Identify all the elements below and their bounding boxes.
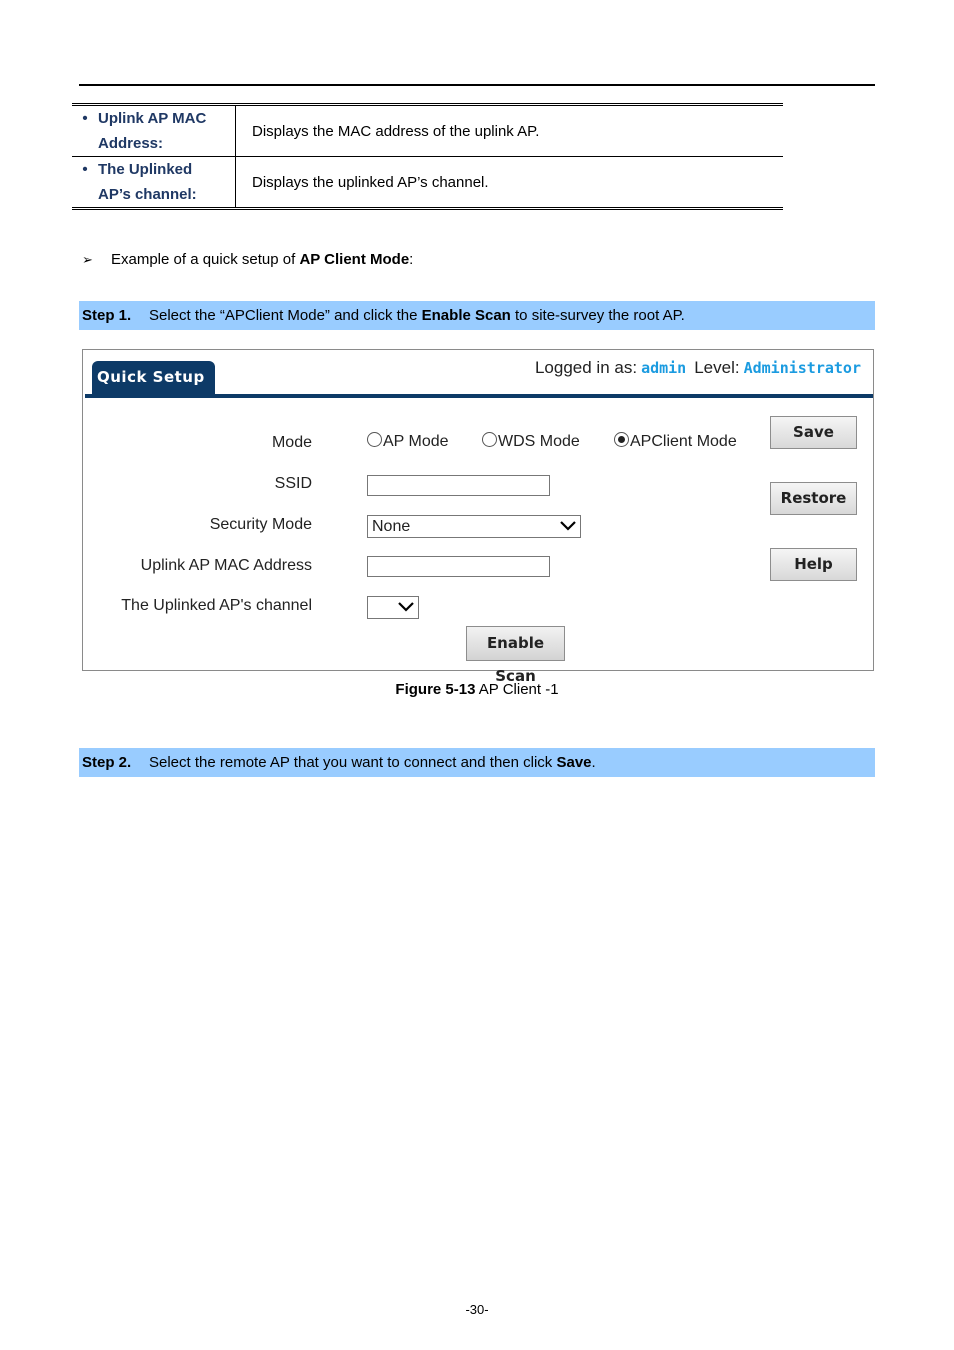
chevron-down-icon — [398, 597, 414, 612]
step-suffix: . — [591, 754, 596, 771]
radio-label: WDS Mode — [498, 433, 580, 450]
tab-quick-setup[interactable]: Quick Setup — [92, 361, 215, 395]
enable-scan-button[interactable]: Enable Scan — [466, 626, 565, 661]
ap-mode-radio[interactable] — [367, 432, 449, 451]
caption-label: Figure 5-13 — [395, 681, 476, 698]
table-row — [72, 157, 783, 209]
security-value: None — [372, 518, 411, 535]
example-suffix: : — [409, 251, 414, 268]
bullet-icon: • — [82, 110, 88, 127]
term-cell — [72, 157, 236, 209]
radio-icon — [482, 432, 497, 447]
definition-table — [72, 103, 783, 210]
step-number: Step 2. — [82, 754, 132, 771]
mode-label: Mode — [271, 434, 312, 451]
description-cell: Displays the uplinked AP’s channel. — [236, 157, 784, 209]
table-row — [72, 105, 783, 157]
mac-address-input[interactable] — [367, 556, 550, 577]
mac-address-label: Uplink AP MAC Address — [140, 557, 312, 574]
description-cell: Displays the MAC address of the uplink AP. — [252, 122, 540, 140]
term-text: Address: — [98, 135, 164, 152]
term-text: Uplink AP MAC — [98, 110, 207, 127]
security-mode-select[interactable] — [367, 515, 581, 538]
step-text: to site-survey the root AP. — [510, 307, 685, 324]
security-mode-label: Security Mode — [209, 516, 312, 533]
example-line — [82, 251, 413, 268]
step-text: Select the remote AP that you want to connect and then click — [149, 754, 557, 771]
help-button[interactable]: Help — [770, 548, 857, 581]
quick-setup-screenshot — [82, 349, 874, 685]
step-2-bar — [79, 748, 875, 777]
example-bold: AP Client Mode — [299, 251, 410, 268]
channel-select[interactable] — [367, 596, 419, 619]
step-1-bar — [79, 301, 875, 330]
level-label: Level: — [694, 358, 740, 377]
step-text: Select the “APClient Mode” and click the — [149, 307, 422, 324]
figure-caption — [0, 681, 954, 698]
save-button[interactable]: Save — [770, 416, 857, 449]
tab-underline — [85, 394, 873, 398]
bullet-icon: • — [82, 161, 88, 178]
arrow-bullet-icon: ➢ — [82, 252, 93, 267]
logged-in-label: Logged in as: — [534, 358, 638, 377]
radio-label: APClient Mode — [630, 433, 737, 450]
step-bold: Enable Scan — [421, 307, 511, 324]
step-bold: Save — [556, 754, 592, 771]
login-info — [535, 358, 861, 378]
ssid-input[interactable] — [367, 475, 550, 496]
header-rule — [79, 84, 875, 86]
example-text: Example of a quick setup of — [111, 251, 300, 268]
ssid-label: SSID — [274, 475, 312, 492]
wds-mode-radio[interactable] — [482, 432, 580, 451]
page-number: -30- — [465, 1302, 489, 1317]
radio-icon — [367, 432, 382, 447]
user-name: admin — [641, 359, 687, 377]
user-level: Administrator — [743, 359, 861, 377]
chevron-down-icon — [560, 516, 576, 531]
caption-text: AP Client -1 — [475, 681, 559, 698]
term-text: AP’s channel: — [98, 186, 197, 203]
step-number: Step 1. — [82, 307, 132, 324]
term-text: The Uplinked — [98, 161, 193, 178]
term-cell — [72, 105, 236, 157]
radio-label: AP Mode — [383, 433, 449, 450]
channel-label: The Uplinked AP's channel — [121, 597, 312, 614]
radio-selected-icon — [614, 432, 629, 447]
restore-button[interactable]: Restore — [770, 482, 857, 515]
apclient-mode-radio[interactable] — [614, 432, 737, 451]
